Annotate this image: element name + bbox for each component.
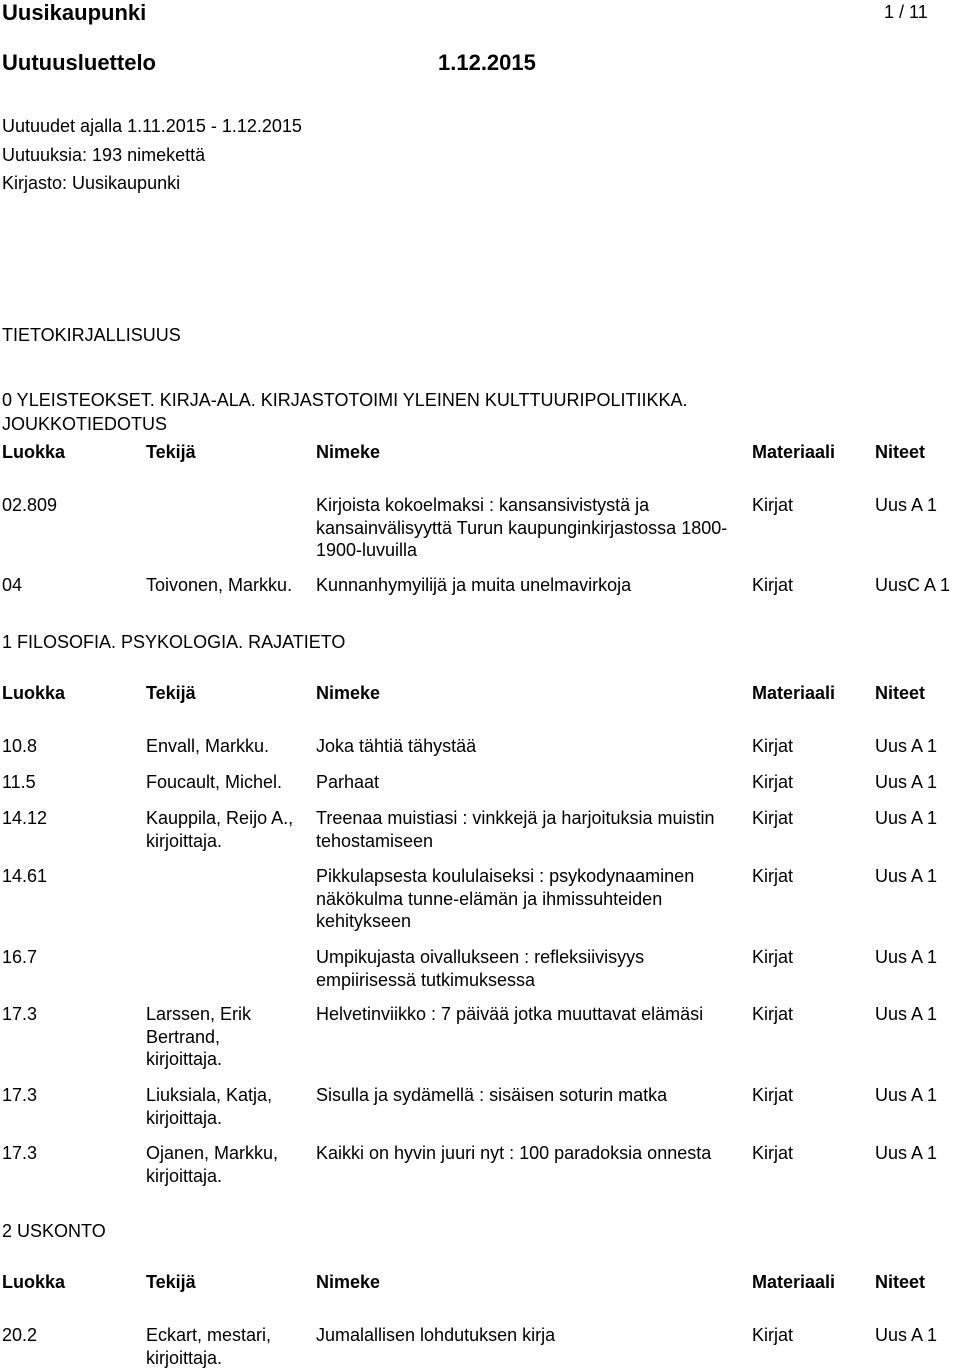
column-author: Tekijä [146,683,196,703]
row-author: Envall, Markku. [146,736,270,756]
column-class: Luokka [2,683,66,703]
row-author: Kauppila, Reijo A., kirjoittaja. [146,808,294,851]
row-class: 11.5 [2,772,36,792]
row-title: Treenaa muistiasi : vinkkejä ja harjoituksia muistin tehostamiseen [316,808,715,851]
row-class: 02.809 [2,495,58,515]
row-title: Sisulla ja sydämellä : sisäisen soturin matka [316,1085,668,1105]
row-material: Kirjat [752,808,794,828]
row-copies: Uus A 1 [875,772,938,792]
row-author: Liuksiala, Katja, kirjoittaja. [146,1085,273,1128]
row-title: Helvetinviikko : 7 päivää jotka muuttavat elämäsi [316,1004,704,1024]
row-material: Kirjat [752,736,794,756]
column-material: Materiaali [752,442,836,462]
row-copies: Uus A 1 [875,947,938,967]
page-counter: 1 / 11 [884,2,928,22]
section-heading: 2 USKONTO [2,1221,106,1241]
row-material: Kirjat [752,1004,794,1024]
row-class: 17.3 [2,1085,38,1105]
column-title: Nimeke [316,442,381,462]
row-title: Kaikki on hyvin juuri nyt : 100 paradoksia onnesta [316,1143,712,1163]
column-author: Tekijä [146,442,196,462]
column-copies: Niteet [875,442,926,462]
row-author: Larssen, Erik Bertrand, kirjoittaja. [146,1004,252,1069]
row-class: 04 [2,575,23,595]
column-copies: Niteet [875,683,926,703]
section-heading: 1 FILOSOFIA. PSYKOLOGIA. RAJATIETO [2,632,346,652]
row-class: 20.2 [2,1325,38,1345]
column-copies: Niteet [875,1272,926,1292]
row-material: Kirjat [752,866,794,886]
row-material: Kirjat [752,1325,794,1345]
column-class: Luokka [2,442,66,462]
row-title: Kunnanhymyilijä ja muita unelmavirkoja [316,575,632,595]
row-material: Kirjat [752,575,794,595]
row-material: Kirjat [752,772,794,792]
row-author: Ojanen, Markku, kirjoittaja. [146,1143,279,1186]
section-heading-continued: JOUKKOTIEDOTUS [2,414,168,434]
section-heading: 0 YLEISTEOKSET. KIRJA-ALA. KIRJASTOTOIMI YLEINEN KULTTUURIPOLITIIKKA. [2,390,688,410]
column-class: Luokka [2,1272,66,1292]
row-title: Jumalallisen lohdutuksen kirja [316,1325,556,1345]
row-author: Toivonen, Markku. [146,575,293,595]
row-copies: Uus A 1 [875,866,938,886]
library-name: Uusikaupunki [2,0,147,25]
row-class: 10.8 [2,736,38,756]
row-title: Kirjoista kokoelmaksi : kansansivistystä ja kansainvälisyyttä Turun kaupunginkirjastossa 1800-1900-luvuilla [316,495,728,560]
column-material: Materiaali [752,1272,836,1292]
column-author: Tekijä [146,1272,196,1292]
row-class: 14.12 [2,808,48,828]
column-material: Materiaali [752,683,836,703]
row-copies: Uus A 1 [875,1325,938,1345]
row-copies: Uus A 1 [875,1143,938,1163]
row-title: Parhaat [316,772,380,792]
list-date: 1.12.2015 [438,50,536,75]
row-class: 14.61 [2,866,48,886]
row-copies: Uus A 1 [875,736,938,756]
row-copies: Uus A 1 [875,1085,938,1105]
row-copies: Uus A 1 [875,495,938,515]
row-class: 17.3 [2,1004,38,1024]
row-class: 16.7 [2,947,38,967]
row-author: Foucault, Michel. [146,772,283,792]
main-heading: TIETOKIRJALLISUUS [2,325,181,345]
list-title: Uutuusluettelo [2,50,156,75]
row-class: 17.3 [2,1143,38,1163]
row-title: Umpikujasta oivallukseen : refleksiivisyys empiirisessä tutkimuksessa [316,947,645,990]
info-period: Uutuudet ajalla 1.11.2015 - 1.12.2015 [2,116,302,136]
row-title: Pikkulapsesta koululaiseksi : psykodynaaminen näkökulma tunne-elämän ja ihmissuhteiden kehitykseen [316,866,695,931]
column-title: Nimeke [316,683,381,703]
row-title: Joka tähtiä tähystää [316,736,477,756]
info-library: Kirjasto: Uusikaupunki [2,173,181,193]
row-material: Kirjat [752,495,794,515]
row-material: Kirjat [752,1085,794,1105]
row-material: Kirjat [752,947,794,967]
info-count: Uutuuksia: 193 nimekettä [2,145,206,165]
column-title: Nimeke [316,1272,381,1292]
row-author: Eckart, mestari, kirjoittaja. [146,1325,272,1368]
row-copies: UusC A 1 [875,575,951,595]
row-copies: Uus A 1 [875,808,938,828]
row-copies: Uus A 1 [875,1004,938,1024]
row-material: Kirjat [752,1143,794,1163]
